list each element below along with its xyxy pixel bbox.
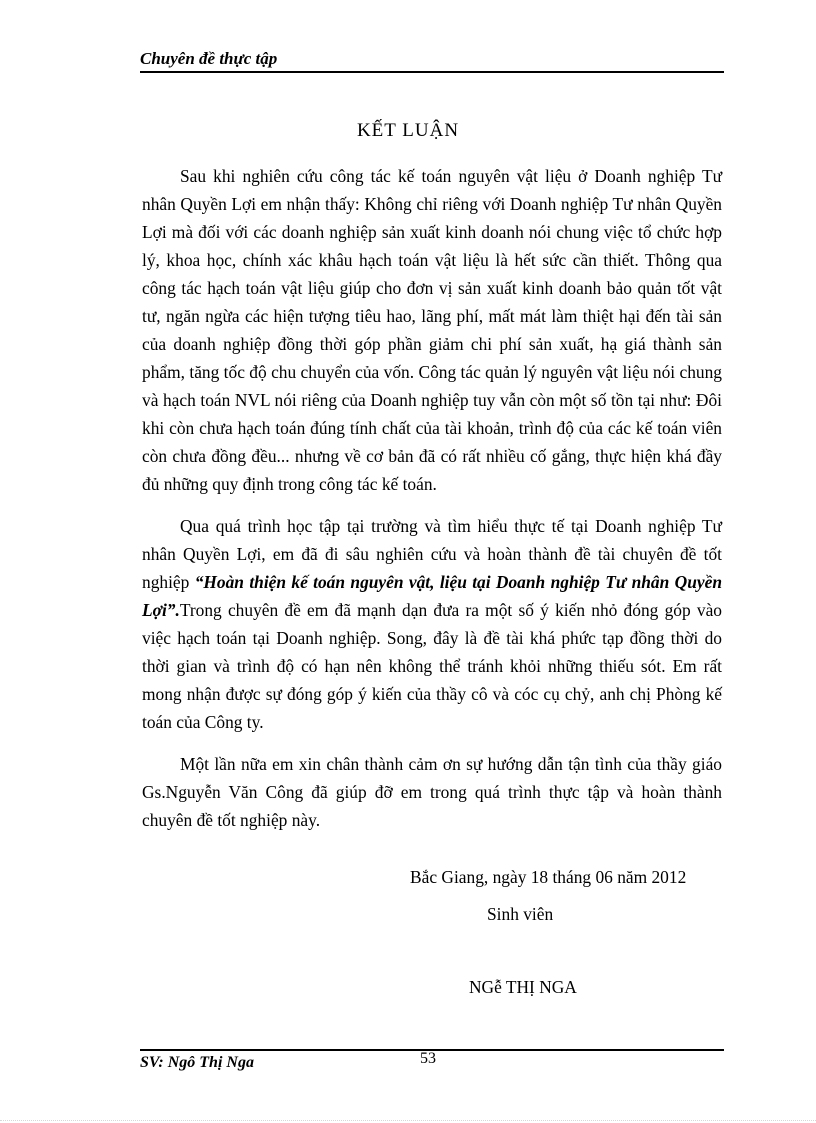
footer-student: SV: Ngô Thị Nga: [140, 1054, 254, 1071]
paragraph-1: Sau khi nghiên cứu công tác kế toán nguyên vật liệu ở Doanh nghiệp Tư nhân Quyền Lợi em nhận thấy: Không chỉ riêng với Doanh nghiệp Tư nhân Quyền Lợi mà đối với các doanh nghiệp sản xuất kinh doanh nói chung việc tổ chức hợp lý, khoa học, chính xác khâu hạch toán vật liệu là hết sức cần thiết. Thông qua công tác hạch toán vật liệu giúp cho đơn vị sản xuất kinh doanh bảo quản tốt vật tư, ngăn ngừa các hiện tượng tiêu hao, lãng phí, mất mát làm thiệt hại đến tài sản của doanh nghiệp đồng thời góp phần giảm chi phí sản xuất, hạ giá thành sản phẩm, tăng tốc độ chu chuyển của vốn. Công tác quản lý nguyên vật liệu nói chung và hạch toán NVL nói riêng của Doanh nghiệp tuy vẫn còn một số tồn tại như: Đôi khi còn chưa hạch toán đúng tính chất của tài khoản, trình độ của các kế toán viên còn chưa đồng đều... nhưng về cơ bản đã có rất nhiều cố gắng, thực hiện khá đầy đủ những quy định trong công tác kế toán.: [142, 166, 722, 494]
place-date: Bắc Giang, ngày 18 tháng 06 năm 2012: [410, 867, 687, 887]
paragraph-2: [142, 512, 722, 736]
document-body: [142, 162, 722, 848]
header-rule: [140, 71, 724, 73]
thesis-title: “Hoàn thiện kế toán nguyên vật, liệu tại Doanh nghiệp Tư nhân Quyền Lợi”.: [142, 572, 722, 620]
paragraph-2-intro: Qua quá trình học tập tại trường và tìm hiểu thực tế tại Doanh nghiệp Tư nhân Quyền Lợi, em đã đi sâu nghiên cứu và hoàn thành đề tài chuyên đề tốt nghiệp: [142, 516, 722, 592]
header-title: Chuyên đề thực tập: [140, 49, 278, 68]
paragraph-3: Một lần nữa em xin chân thành cảm ơn sự hướng dẫn tận tình của thầy giáo Gs.Nguyễn Văn Công đã giúp đỡ em trong quá trình thực tập và hoàn thành chuyên đề tốt nghiệp này.: [142, 754, 722, 830]
signer-name: NGễ THỊ NGA: [469, 977, 577, 997]
signer-role: Sinh viên: [487, 904, 554, 924]
section-heading: KẾT LUẬN: [356, 120, 460, 141]
page-number: 53: [420, 1050, 436, 1067]
page-header: [140, 48, 724, 70]
paragraph-2-rest: Trong chuyên đề em đã mạnh dạn đưa ra một số ý kiến nhỏ đóng góp vào việc hạch toán tại Doanh nghiệp. Song, đây là đề tài khá phức tạp đồng thời do thời gian và trình độ có hạn nên không thể tránh khỏi những thiếu sót. Em rất mong nhận được sự đóng góp ý kiến của thầy cô và cóc cụ chỷ, anh chị Phòng kế toán của Công ty.: [142, 600, 722, 732]
page-edge: [0, 1120, 816, 1121]
